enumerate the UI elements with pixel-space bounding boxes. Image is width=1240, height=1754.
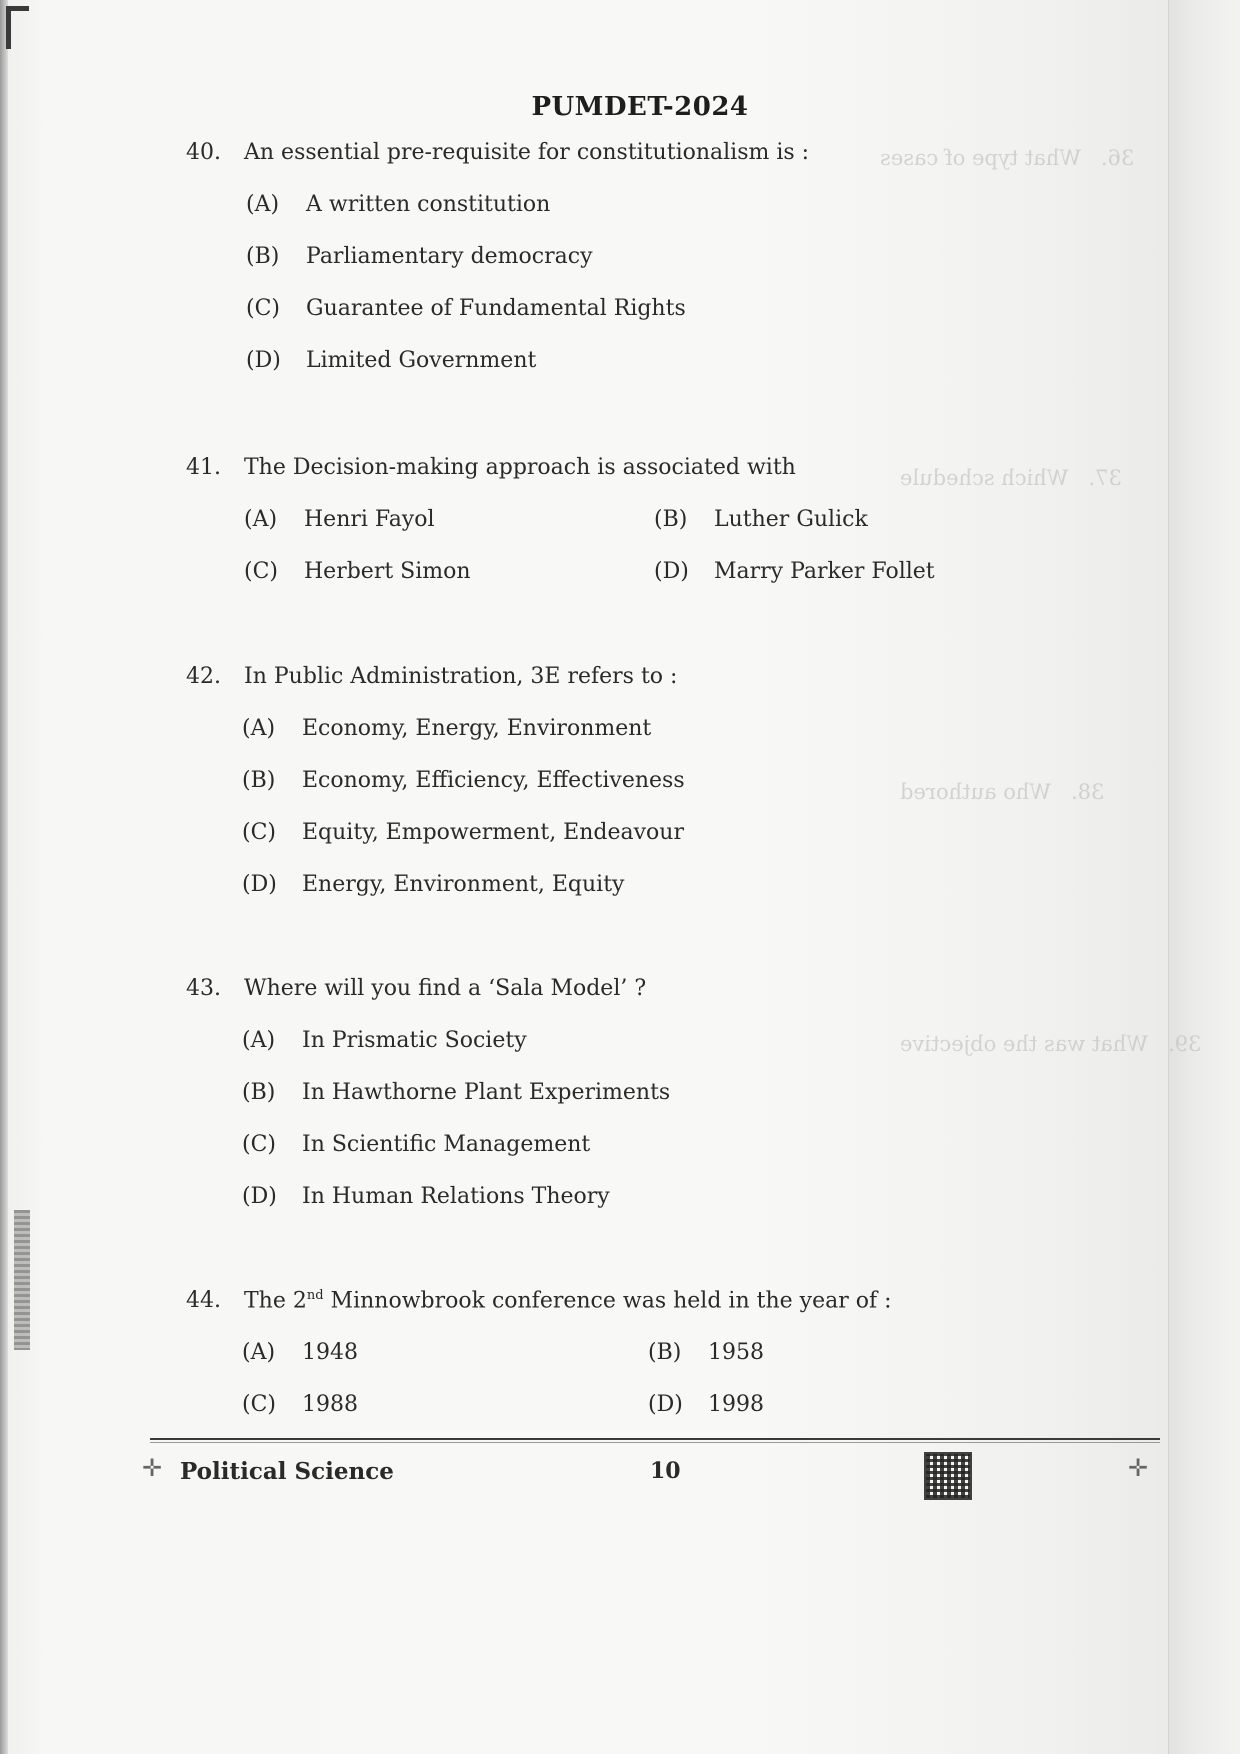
option-42-a: (A) Economy, Energy, Environment [242,716,652,741]
question-number: 43. [186,976,221,1001]
registration-cross-icon: ✛ [142,1454,163,1482]
footer-rule [150,1438,1160,1440]
question-41 [186,455,1086,480]
option-42-c: (C) Equity, Empowerment, Endeavour [242,820,684,845]
page-fold-shadow [1168,0,1240,1754]
show-through-text: 39. What was the objective [900,1032,1202,1056]
question-text: In Public Administration, 3E refers to : [244,664,678,689]
option-40-d: (D) Limited Government [246,348,537,373]
question-number: 41. [186,455,221,480]
option-44-a: (A) 1948 [242,1340,358,1365]
question-number: 40. [186,140,221,165]
option-42-b: (B) Economy, Efficiency, Effectiveness [242,768,685,793]
show-through-text: 36. What type of cases [880,146,1135,170]
question-number: 42. [186,664,221,689]
footer-subject: Political Science [180,1458,394,1485]
footer-rule-thin [150,1442,1160,1443]
option-41-b: (B) Luther Gulick [654,507,868,532]
option-43-a: (A) In Prismatic Society [242,1028,527,1053]
corner-crop-mark-icon [6,6,29,49]
show-through-text: 38. Who authored [900,780,1105,804]
question-40 [186,140,1086,165]
question-text: Where will you find a ‘Sala Model’ ? [244,976,647,1001]
option-40-c: (C) Guarantee of Fundamental Rights [246,296,686,321]
side-barcode-strip-icon [14,1210,30,1350]
option-43-d: (D) In Human Relations Theory [242,1184,610,1209]
qr-code-icon [924,1452,972,1500]
option-43-c: (C) In Scientific Management [242,1132,591,1157]
option-42-d: (D) Energy, Environment, Equity [242,872,625,897]
question-text: An essential pre-requisite for constitutionalism is : [244,140,810,165]
option-41-d: (D) Marry Parker Follet [654,559,935,584]
question-text: The Decision-making approach is associated with [244,455,796,480]
registration-cross-icon: ✛ [1128,1454,1149,1482]
option-44-c: (C) 1988 [242,1392,358,1417]
scan-left-edge [0,0,8,1754]
option-44-d: (D) 1998 [648,1392,764,1417]
option-40-b: (B) Parliamentary democracy [246,244,593,269]
page-number: 10 [650,1458,681,1484]
option-40-a: (A) A written constitution [246,192,551,217]
option-41-c: (C) Herbert Simon [244,559,471,584]
option-44-b: (B) 1958 [648,1340,764,1365]
option-43-b: (B) In Hawthorne Plant Experiments [242,1080,671,1105]
question-43 [186,976,1086,1001]
question-text: The 2nd Minnowbrook conference was held in the year of : [244,1288,892,1314]
question-44 [186,1288,1086,1313]
show-through-text: 37. Which schedule [900,466,1122,490]
question-42 [186,664,1086,689]
question-number: 44. [186,1288,221,1314]
exam-title: PUMDET-2024 [531,92,749,122]
option-41-a: (A) Henri Fayol [244,507,435,532]
